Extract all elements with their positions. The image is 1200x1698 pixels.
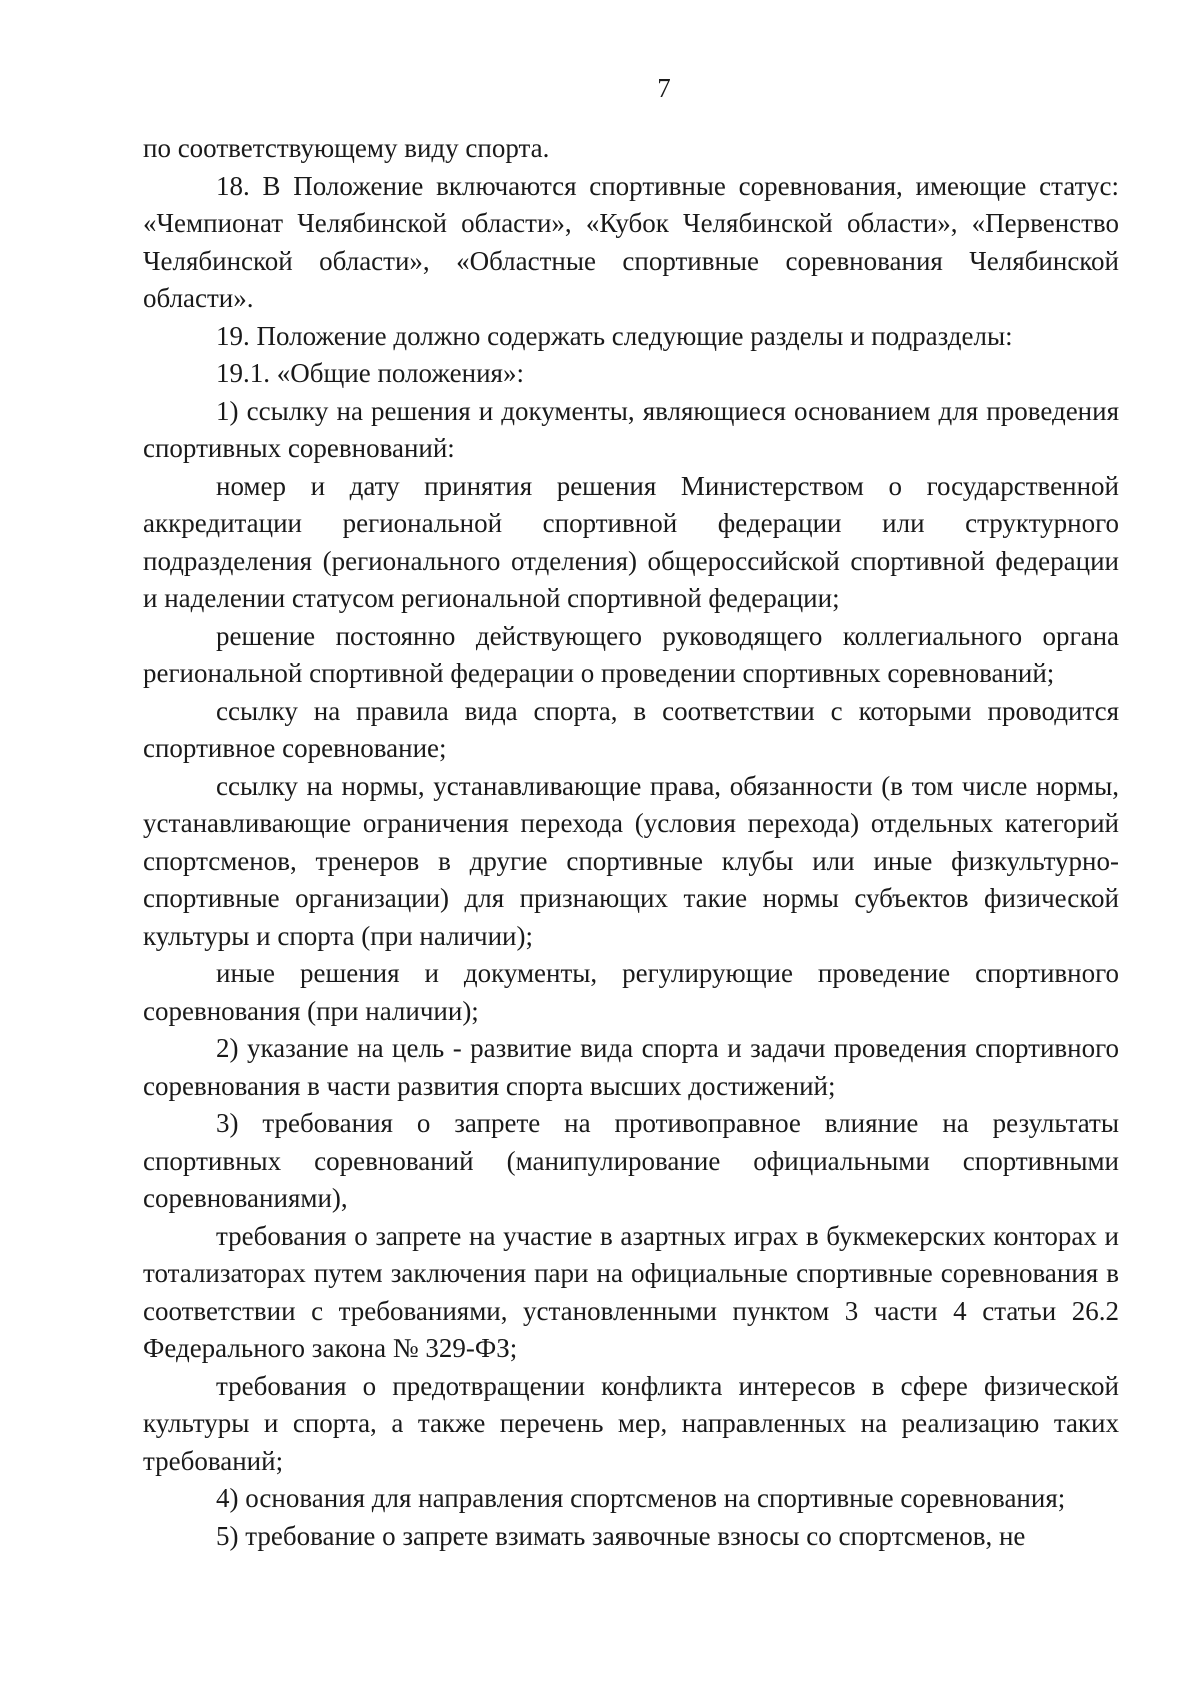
paragraph-collegial-decision: решение постоянно действующего руководящего коллегиального органа региональной спортивной федерации о проведении спортивных соревнований;	[143, 620, 1119, 688]
paragraph-subitem-4: 4) основания для направления спортсменов на спортивные соревнования;	[216, 1483, 1066, 1513]
paragraph-accreditation: номер и дату принятия решения Министерством о государственной аккредитации региональной спортивной федерации или структурного подразделения (регионального отделения) общероссийской спортивной федерации и наделении статусом региональной спортивной федерации;	[143, 470, 1119, 613]
paragraph-gambling: требования о запрете на участие в азартных играх в букмекерских конторах и тотализаторах путем заключения пари на официальные спортивные соревнования в соответствии с требованиями, установленными пунктом 3 части 4 статьи 26.2 Федерального закона № 329-ФЗ;	[143, 1220, 1119, 1363]
paragraph-sport-rules: ссылку на правила вида спорта, в соответствии с которыми проводится спортивное соревнование;	[143, 695, 1119, 763]
page-number: 7	[657, 73, 671, 103]
paragraph-subitem-3: 3) требования о запрете на противоправное влияние на результаты спортивных соревнований (манипулирование официальными спортивными соревнованиями),	[143, 1108, 1119, 1213]
paragraph-item-19-1: 19.1. «Общие положения»:	[216, 358, 524, 388]
paragraph-other-documents: иные решения и документы, регулирующие проведение спортивного соревнования (при наличии);	[143, 958, 1119, 1026]
paragraph-item-18: 18. В Положение включаются спортивные соревнования, имеющие статус: «Чемпионат Челябинской области», «Кубок Челябинской области», «Первенство Челябинской области», «Областные спортивные соревнования Челябинской области».	[143, 170, 1119, 313]
paragraph-subitem-1: 1) ссылку на решения и документы, являющиеся основанием для проведения спортивных соревнований:	[143, 395, 1119, 463]
document-body	[143, 130, 1119, 1555]
paragraph-continuation: по соответствующему виду спорта.	[143, 133, 550, 163]
paragraph-conflict-of-interest: требования о предотвращении конфликта интересов в сфере физической культуры и спорта, а также перечень мер, направленных на реализацию таких требований;	[143, 1370, 1119, 1476]
paragraph-norms: ссылку на нормы, устанавливающие права, обязанности (в том числе нормы, устанавливающие ограничения перехода (условия перехода) отдельных категорий спортсменов, тренеров в другие спортивные клубы или иные физкультурно-спортивные организации) для признающих такие нормы субъектов физической культуры и спорта (при наличии);	[143, 770, 1119, 951]
paragraph-item-19: 19. Положение должно содержать следующие разделы и подразделы:	[216, 320, 1013, 351]
paragraph-subitem-5: 5) требование о запрете взимать заявочные взносы со спортсменов, не	[216, 1520, 1026, 1551]
paragraph-subitem-2: 2) указание на цель - развитие вида спорта и задачи проведения спортивного соревнования в части развития спорта высших достижений;	[143, 1033, 1119, 1101]
